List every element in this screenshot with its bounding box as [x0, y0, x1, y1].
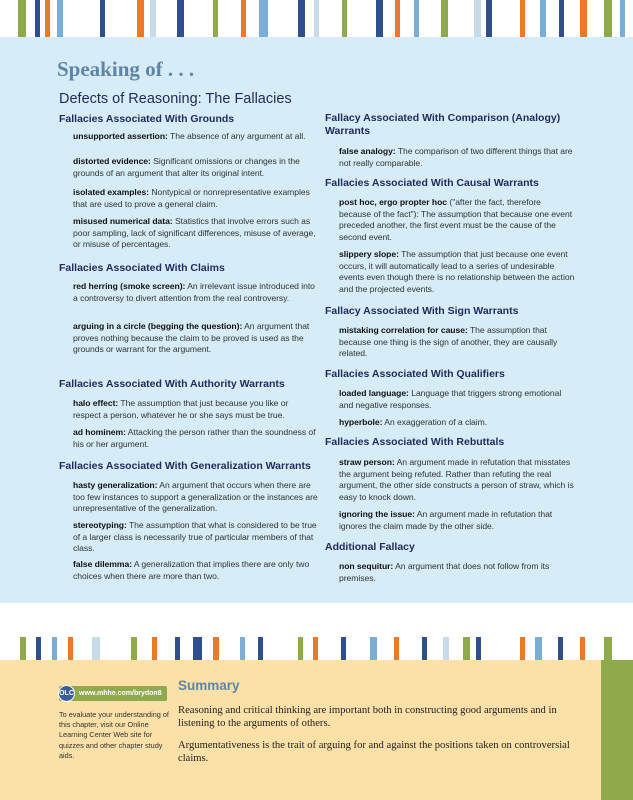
- fallacy-term: unsupported assertion:: [73, 131, 168, 141]
- stripe-bar: [241, 0, 246, 37]
- fallacy-term: stereotyping:: [73, 520, 127, 530]
- fallacy-definition: An exaggeration of a claim.: [382, 417, 488, 427]
- fallacy-definition: The assumption that just because you like or respect a person, whatever he or she says must be true.: [73, 398, 289, 420]
- fallacy-term: hyperbole:: [339, 417, 383, 427]
- fallacy-definition: The absence of any argument at all.: [167, 131, 306, 141]
- fallacy-term: false analogy:: [339, 146, 396, 156]
- stripe-bar: [395, 0, 400, 37]
- stripe-bar: [342, 0, 347, 37]
- fallacy-term: isolated examples:: [73, 187, 149, 197]
- fallacy-term: false dilemma:: [73, 559, 133, 569]
- fallacy-entry: [73, 321, 318, 356]
- fallacy-term: hasty generalization:: [73, 480, 158, 490]
- fallacy-entry: [339, 197, 575, 244]
- fallacy-entry: [339, 388, 575, 411]
- fallacy-entry: [339, 146, 575, 169]
- fallacy-definition: Attacking the person rather than the soundness of his or her argument.: [73, 427, 316, 449]
- section-heading: Fallacies Associated With Grounds: [59, 113, 235, 125]
- section-heading: Fallacies Associated With Authority Warrants: [59, 378, 285, 390]
- fallacy-entry: [73, 520, 318, 555]
- stripe-bar: [45, 0, 50, 37]
- fallacy-definition: Language that triggers strong emotional and negative responses.: [339, 388, 562, 410]
- stripe-bar: [376, 0, 383, 37]
- fallacy-definition: Significant omissions or changes in the grounds of an argument that alter its original intent.: [73, 156, 300, 178]
- fallacy-definition: The assumption that just because one event occurs, it will automatically lead to a series of undesirable events even though there is no relationship between the action and the projected events.: [339, 249, 575, 295]
- summary-heading: Summary: [178, 678, 240, 693]
- fallacy-definition: The assumption that because one thing is the sign of another, they are causally related.: [339, 325, 558, 359]
- fallacy-definition: An argument made in refutation that misstates the argument being refuted. Rather than refuting the real argument, the other side constructs a person of straw, which is easy to knock down.: [339, 457, 574, 503]
- stripe-bar: [137, 0, 144, 37]
- fallacy-term: halo effect:: [73, 398, 119, 408]
- fallacy-term: non sequitur:: [339, 561, 394, 571]
- fallacy-entry: [73, 131, 318, 143]
- olc-url-link[interactable]: www.mhhe.com/brydon8: [79, 690, 162, 697]
- fallacy-term: ignoring the issue:: [339, 509, 415, 519]
- fallacy-entry: [339, 417, 575, 429]
- stripe-bar: [540, 0, 546, 37]
- fallacy-entry: [73, 281, 318, 304]
- fallacy-term: loaded language:: [339, 388, 409, 398]
- stripe-bar: [604, 0, 612, 37]
- page-edge-tab: [601, 660, 633, 800]
- stripe-bar: [314, 0, 319, 37]
- stripe-bar: [150, 0, 156, 37]
- fallacy-term: misused numerical data:: [73, 216, 173, 226]
- fallacy-entry: [73, 187, 318, 210]
- fallacy-entry: [73, 398, 318, 421]
- fallacy-term: post hoc, ergo propter hoc: [339, 197, 448, 207]
- stripe-bar: [559, 0, 564, 37]
- fallacy-term: ad hominem:: [73, 427, 126, 437]
- stripe-bar: [620, 0, 625, 37]
- page-title: Speaking of . . .: [57, 57, 195, 81]
- top-stripe-band: [0, 0, 633, 37]
- fallacy-entry: [73, 427, 318, 450]
- stripe-bar: [474, 0, 481, 37]
- fallacy-definition: An argument that does not follow from its premises.: [339, 561, 550, 583]
- summary-paragraph: Argumentativeness is the trait of arguing for and against the positions taken on controversial claims.: [178, 740, 570, 765]
- fallacy-entry: [339, 561, 575, 584]
- fallacy-entry: [73, 480, 318, 515]
- stripe-bar: [100, 0, 105, 37]
- fallacy-definition: ("after the fact, therefore because of the fact"): The assumption that because one event preceded another, the first event must be the cause of the second event.: [339, 197, 573, 243]
- stripe-bar: [520, 0, 525, 37]
- fallacy-entry: [339, 509, 575, 532]
- stripe-bar: [580, 0, 587, 37]
- summary-paragraph: Reasoning and critical thinking are important both in constructing good arguments and in listening to the arguments of others.: [178, 705, 557, 730]
- fallacy-definition: An argument made in refutation that ignores the claim made by the other side.: [339, 509, 553, 531]
- fallacy-entry: [73, 216, 318, 251]
- section-heading: Fallacies Associated With Claims: [59, 262, 225, 274]
- fallacy-definition: Nontypical or nonrepresentative examples that are used to prove a general claim.: [73, 187, 310, 209]
- fallacy-definition: The comparison of two different things that are not really comparable.: [339, 146, 573, 168]
- fallacy-term: straw person:: [339, 457, 395, 467]
- section-heading: Fallacies Associated With Generalization Warrants: [59, 460, 311, 472]
- olc-badge[interactable]: [59, 686, 167, 701]
- fallacy-entry: [339, 457, 575, 504]
- fallacy-definition: An argument that proves nothing because the claim to be proved is used as the grounds or warrant for the argument.: [73, 321, 310, 355]
- section-heading: Fallacies Associated With Qualifiers: [325, 368, 505, 380]
- stripe-bar: [298, 0, 305, 37]
- stripe-bar: [441, 0, 448, 37]
- fallacy-definition: An irrelevant issue introduced into a controversy to divert attention from the real controversy.: [73, 281, 315, 303]
- olc-logo-icon: OLC: [58, 685, 75, 702]
- olc-description: To evaluate your understanding of this chapter, visit our Online Learning Center Web site for quizzes and other chapter study aids.: [59, 710, 169, 760]
- section-heading: Fallacy Associated With Sign Warrants: [325, 305, 519, 317]
- section-heading: Fallacies Associated With Causal Warrants: [325, 177, 539, 189]
- stripe-bar: [414, 0, 419, 37]
- fallacy-definition: A generalization that implies there are only two choices when there are more than two.: [73, 559, 310, 581]
- stripe-bar: [18, 0, 26, 37]
- stripe-bar: [57, 0, 63, 37]
- section-heading: Additional Fallacy: [325, 541, 415, 553]
- fallacy-term: mistaking correlation for cause:: [339, 325, 468, 335]
- fallacy-entry: [339, 325, 575, 360]
- stripe-bar: [259, 0, 268, 37]
- fallacy-definition: An argument that occurs when there are too few instances to support a generalization or the instances are unrepresentative of the generalization.: [73, 480, 318, 514]
- section-heading: Fallacies Associated With Rebuttals: [325, 436, 505, 448]
- fallacy-term: slippery slope:: [339, 249, 399, 259]
- fallacy-term: distorted evidence:: [73, 156, 151, 166]
- fallacy-entry: [339, 249, 575, 296]
- fallacy-term: arguing in a circle (begging the question):: [73, 321, 243, 331]
- stripe-bar: [177, 0, 184, 37]
- stripe-bar: [486, 0, 492, 37]
- fallacy-definition: The assumption that what is considered to be true of a larger class is necessarily true of particular members of that class.: [73, 520, 317, 554]
- stripe-bar: [213, 0, 218, 37]
- fallacy-entry: [73, 559, 318, 582]
- fallacy-definition: Statistics that involve errors such as poor sampling, lack of significant differences, misuse of average, or misuse of percentages.: [73, 216, 316, 250]
- stripe-bar: [35, 0, 40, 37]
- fallacy-entry: [73, 156, 318, 179]
- main-heading: Defects of Reasoning: The Fallacies: [59, 91, 292, 107]
- fallacy-term: red herring (smoke screen):: [73, 281, 186, 291]
- section-heading: Fallacy Associated With Comparison (Analogy) Warrants: [325, 112, 561, 137]
